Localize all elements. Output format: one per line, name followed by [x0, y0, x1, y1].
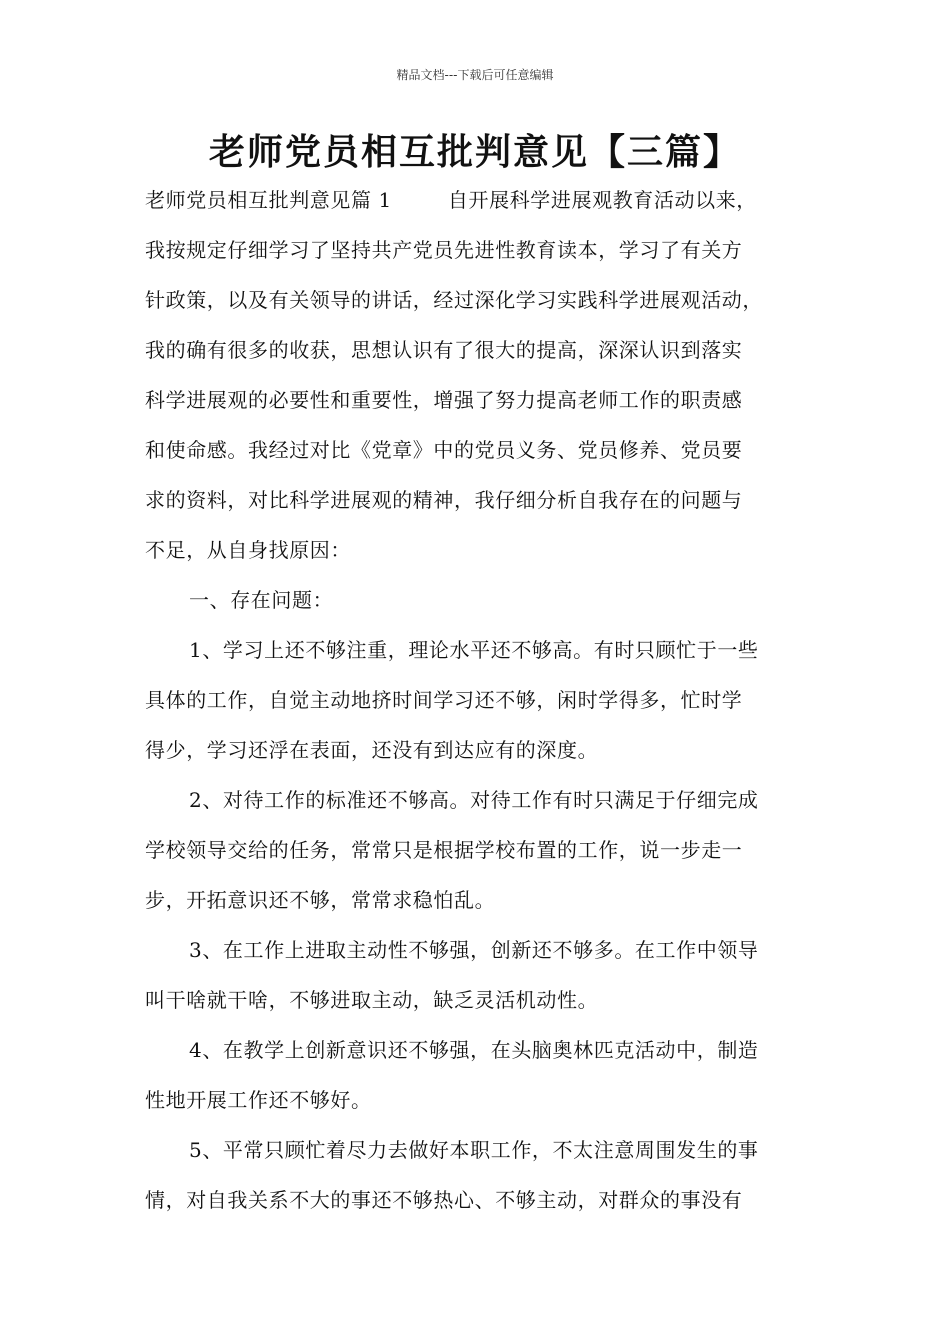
paragraph-line: 和使命感。我经过对比《党章》中的党员义务、党员修养、党员要 [145, 438, 743, 462]
section-label: 老师党员相互批判意见篇 1 [145, 188, 392, 212]
list-item-line: 叫干啥就干啥，不够进取主动，缺乏灵活机动性。 [145, 988, 599, 1012]
paragraph-line: 我的确有很多的收获，思想认识有了很大的提高，深深认识到落实 [145, 338, 743, 362]
paragraph-text: 自开展科学进展观教育活动以来， [447, 188, 757, 212]
section-heading: 一、存在问题： [189, 588, 334, 612]
list-item-line: 得少，学习还浮在表面，还没有到达应有的深度。 [145, 738, 599, 762]
list-item-line: 情，对自我关系不大的事还不够热心、不够主动，对群众的事没有 [145, 1188, 743, 1212]
list-item-line: 3、在工作上进取主动性不够强，创新还不够多。在工作中领导 [189, 938, 759, 962]
list-item-line: 步，开拓意识还不够，常常求稳怕乱。 [145, 888, 496, 912]
list-item-line: 2、对待工作的标准还不够高。对待工作有时只满足于仔细完成 [189, 788, 759, 812]
paragraph-line: 不足，从自身找原因： [145, 538, 351, 562]
paragraph-line: 科学进展观的必要性和重要性，增强了努力提高老师工作的职责感 [145, 388, 743, 412]
document-title: 老师党员相互批判意见【三篇】 [208, 132, 741, 173]
page-header-note: 精品文档---下载后可任意编辑 [396, 68, 554, 82]
list-item-line: 性地开展工作还不够好。 [145, 1088, 372, 1112]
paragraph-line: 求的资料，对比科学进展观的精神，我仔细分析自我存在的问题与 [145, 488, 743, 512]
list-item-line: 学校领导交给的任务，常常只是根据学校布置的工作，说一步走一 [145, 838, 743, 862]
list-item-line: 5、平常只顾忙着尽力去做好本职工作，不太注意周围发生的事 [189, 1138, 759, 1162]
list-item-line: 1、学习上还不够注重，理论水平还不够高。有时只顾忙于一些 [189, 638, 759, 662]
paragraph-line: 针政策，以及有关领导的讲话，经过深化学习实践科学进展观活动， [145, 288, 763, 312]
list-item-line: 4、在教学上创新意识还不够强，在头脑奥林匹克活动中，制造 [189, 1038, 759, 1062]
first-paragraph-line [145, 185, 757, 215]
paragraph-line: 我按规定仔细学习了坚持共产党员先进性教育读本，学习了有关方 [145, 238, 743, 262]
list-item-line: 具体的工作，自觉主动地挤时间学习还不够，闲时学得多，忙时学 [145, 688, 743, 712]
